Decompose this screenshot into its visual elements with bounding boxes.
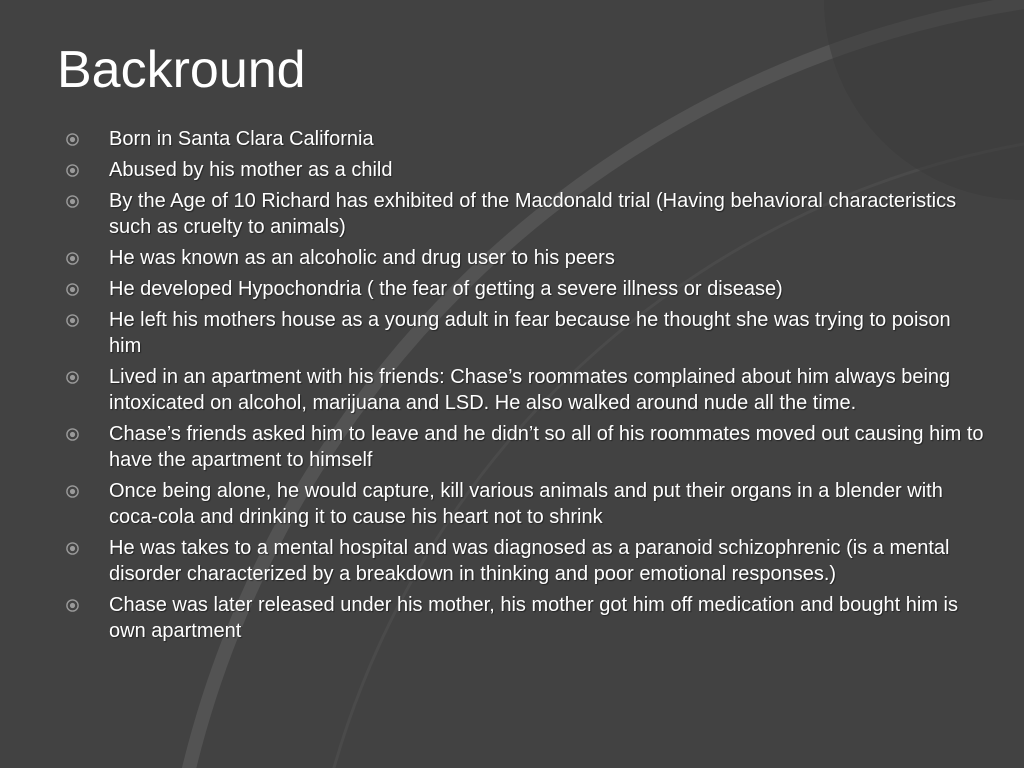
circled-dot-icon	[66, 599, 79, 612]
bullet-text: Chase’s friends asked him to leave and he didn’t so all of his roommates moved out causing him to have the apartment to himself	[109, 423, 984, 471]
list-item	[66, 126, 986, 152]
bullet-list	[66, 126, 986, 649]
list-item	[66, 592, 986, 644]
circled-dot-icon	[66, 314, 79, 327]
bullet-text: By the Age of 10 Richard has exhibited of the Macdonald trial (Having behavioral characteristics such as cruelty to animals)	[109, 190, 957, 238]
list-item	[66, 157, 986, 183]
circled-dot-icon	[66, 195, 79, 208]
bullet-text: He developed Hypochondria ( the fear of getting a severe illness or disease)	[109, 278, 783, 300]
list-item	[66, 535, 986, 587]
list-item	[66, 188, 986, 240]
bullet-text: He was known as an alcoholic and drug user to his peers	[109, 247, 615, 269]
circled-dot-icon	[66, 542, 79, 555]
circled-dot-icon	[66, 164, 79, 177]
bullet-text: Abused by his mother as a child	[109, 159, 393, 181]
list-item	[66, 364, 986, 416]
circled-dot-icon	[66, 133, 79, 146]
list-item	[66, 478, 986, 530]
bullet-text: He left his mothers house as a young adult in fear because he thought she was trying to poison him	[109, 309, 951, 357]
circled-dot-icon	[66, 283, 79, 296]
list-item	[66, 421, 986, 473]
list-item	[66, 307, 986, 359]
list-item	[66, 276, 986, 302]
circled-dot-icon	[66, 428, 79, 441]
slide-title: Backround	[57, 41, 306, 99]
list-item	[66, 245, 986, 271]
bullet-text: He was takes to a mental hospital and was diagnosed as a paranoid schizophrenic (is a mental disorder characterized by a breakdown in thinking and poor emotional responses.)	[109, 537, 950, 585]
bullet-text: Born in Santa Clara California	[109, 128, 374, 150]
circled-dot-icon	[66, 371, 79, 384]
circled-dot-icon	[66, 252, 79, 265]
circled-dot-icon	[66, 485, 79, 498]
bullet-text: Chase was later released under his mother, his mother got him off medication and bought him is own apartment	[109, 594, 958, 642]
bullet-text: Once being alone, he would capture, kill various animals and put their organs in a blender with coca-cola and drinking it to cause his heart not to shrink	[109, 480, 943, 528]
bullet-text: Lived in an apartment with his friends: Chase’s roommates complained about him always being intoxicated on alcohol, marijuana and LSD. He also walked around nude all the time.	[109, 366, 951, 414]
